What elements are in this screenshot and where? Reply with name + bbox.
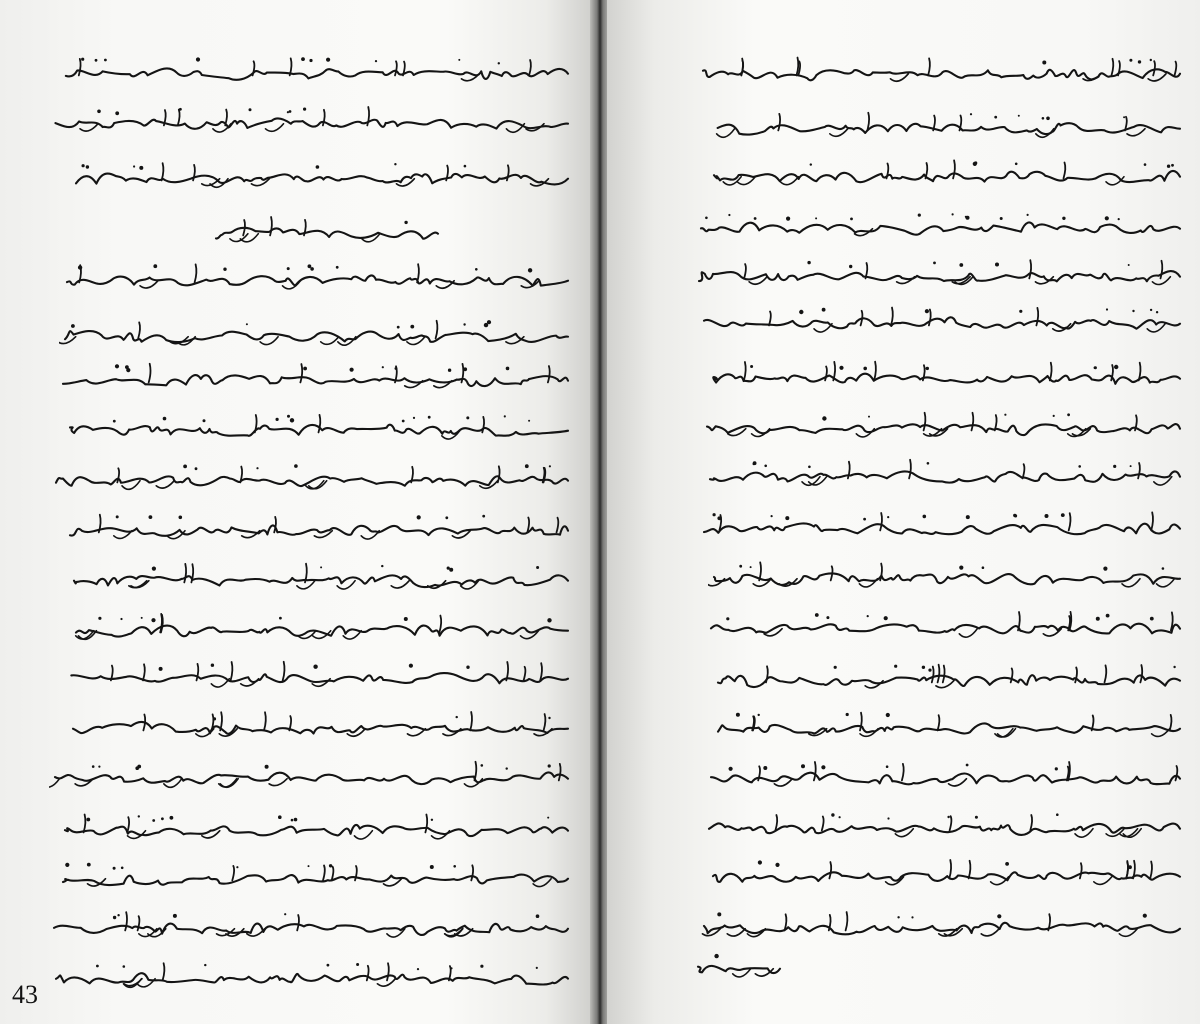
left-handwritten-line (70, 612, 570, 646)
left-handwritten-line (64, 660, 570, 694)
left-handwritten-line (61, 262, 570, 296)
left-handwritten-line (50, 960, 570, 994)
right-handwritten-line (711, 110, 1182, 144)
right-handwritten-line (693, 258, 1182, 292)
left-handwritten-line (56, 362, 570, 396)
right-page-text-block (687, 0, 1182, 1024)
right-handwritten-line (712, 662, 1182, 696)
left-page-text-block (40, 0, 570, 1024)
left-handwritten-line (57, 860, 570, 894)
left-handwritten-line (48, 910, 570, 944)
left-handwritten-line (49, 760, 570, 794)
right-handwritten-line (697, 55, 1182, 89)
right-handwritten-line (698, 510, 1182, 544)
right-handwritten-line (705, 610, 1182, 644)
left-handwritten-line (59, 318, 570, 352)
left-handwritten-line (64, 412, 570, 446)
right-handwritten-line (698, 305, 1182, 339)
left-handwritten-line (48, 105, 570, 139)
left-handwritten-line (58, 55, 570, 89)
right-handwritten-line (708, 560, 1182, 594)
right-handwritten-line (705, 760, 1182, 794)
right-handwritten-line (698, 910, 1182, 944)
right-handwritten-line (712, 710, 1182, 744)
right-handwritten-line (695, 210, 1182, 244)
left-handwritten-line (70, 160, 570, 194)
left-handwritten-line (50, 462, 570, 496)
right-handwritten-line (707, 858, 1182, 892)
right-page (607, 0, 1200, 1024)
right-handwritten-line (701, 410, 1182, 444)
left-handwritten-line (59, 812, 570, 846)
left-handwritten-line (64, 512, 570, 546)
right-handwritten-line (692, 950, 782, 984)
right-handwritten-line (703, 810, 1182, 844)
left-page (0, 0, 593, 1024)
left-handwritten-line (67, 710, 570, 744)
right-handwritten-line (708, 158, 1182, 192)
left-handwritten-line (210, 215, 440, 249)
left-handwritten-line (68, 562, 570, 596)
page-number: 43 (12, 980, 38, 1009)
right-handwritten-line (704, 458, 1182, 492)
right-handwritten-line (708, 360, 1182, 394)
